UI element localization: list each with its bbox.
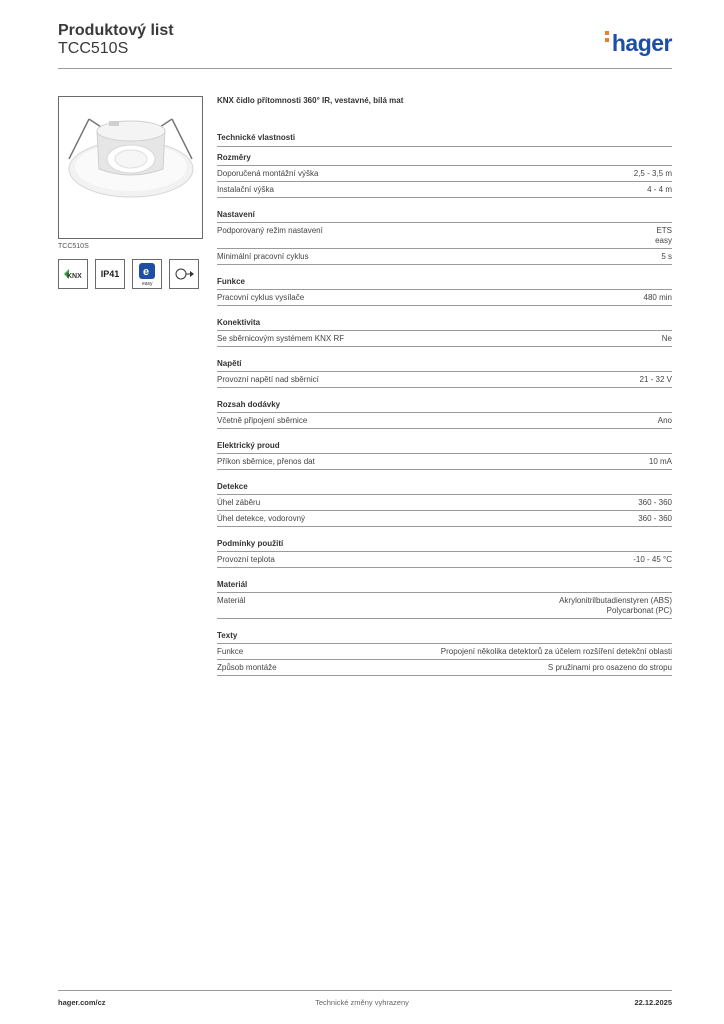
spec-row	[217, 660, 672, 676]
spec-value-line: 5 s	[661, 252, 672, 261]
spec-group	[217, 482, 672, 527]
footer-website-link[interactable]: hager.com/cz	[58, 998, 106, 1007]
spec-row	[217, 290, 672, 306]
spec-value-line: Polycarbonat (PC)	[606, 606, 672, 615]
spec-row	[217, 249, 672, 265]
spec-value-line: 2,5 - 3,5 m	[633, 169, 672, 178]
spec-value-line: ETS	[656, 226, 672, 235]
spec-group	[217, 318, 672, 347]
spec-group	[217, 400, 672, 429]
group-title: Nastavení	[217, 210, 672, 223]
spec-value-line: Ano	[657, 416, 672, 425]
spec-group	[217, 210, 672, 265]
spec-label: Provozní napětí nad sběrnicí	[217, 375, 319, 384]
spec-groups	[217, 153, 672, 676]
group-title: Texty	[217, 631, 672, 644]
spec-value	[638, 498, 672, 508]
spec-label: Se sběrnicovým systémem KNX RF	[217, 334, 345, 343]
sensor-symbol-icon	[169, 259, 199, 289]
ip41-label: IP41	[100, 269, 120, 279]
spec-panel	[217, 96, 672, 688]
spec-label: Způsob montáže	[217, 663, 277, 672]
spec-value	[548, 663, 672, 673]
group-title: Podmínky použití	[217, 539, 672, 552]
group-title: Napětí	[217, 359, 672, 372]
spec-value-line: 21 - 32 V	[639, 375, 672, 384]
section-title: Technické vlastnosti	[217, 133, 672, 147]
spec-value-line: 360 - 360	[638, 514, 672, 523]
spec-group	[217, 153, 672, 198]
spec-value-line: 360 - 360	[638, 498, 672, 507]
spec-value	[655, 226, 672, 246]
spec-row	[217, 552, 672, 568]
spec-label: Úhel záběru	[217, 498, 261, 507]
easy-label: easy	[142, 281, 153, 287]
spec-value-line: Propojení několika detektorů za účelem rozšíření detekční oblasti	[440, 647, 672, 656]
spec-group	[217, 631, 672, 676]
spec-label: Úhel detekce, vodorovný	[217, 514, 306, 523]
image-caption: TCC510S	[58, 243, 89, 250]
spec-row	[217, 223, 672, 249]
easy-icon	[132, 259, 162, 289]
group-title: Rozměry	[217, 153, 672, 166]
group-title: Detekce	[217, 482, 672, 495]
spec-label: Minimální pracovní cyklus	[217, 252, 309, 261]
spec-row	[217, 331, 672, 347]
spec-label: Funkce	[217, 647, 244, 656]
spec-row	[217, 644, 672, 660]
spec-row	[217, 511, 672, 527]
group-title: Konektivita	[217, 318, 672, 331]
spec-value-line: Ne	[661, 334, 672, 343]
product-image	[58, 96, 203, 239]
group-title: Materiál	[217, 580, 672, 593]
spec-value	[662, 334, 672, 344]
logo-text: hager	[611, 30, 672, 56]
svg-text:KNX: KNX	[67, 273, 82, 280]
spec-label: Příkon sběrnice, přenos dat	[217, 457, 315, 466]
spec-value	[647, 185, 672, 195]
spec-label: Včetně připojení sběrnice	[217, 416, 308, 425]
spec-label: Doporučená montážní výška	[217, 169, 319, 178]
hager-logo[interactable]	[605, 30, 672, 57]
spec-value	[634, 169, 672, 179]
spec-value-line: -10 - 45 °C	[633, 555, 672, 564]
spec-label: Provozní teplota	[217, 555, 275, 564]
spec-value-line: Akrylonitrilbutadienstyren (ABS)	[559, 596, 672, 605]
spec-row	[217, 593, 672, 619]
group-title: Rozsah dodávky	[217, 400, 672, 413]
group-title: Elektrický proud	[217, 441, 672, 454]
spec-value	[658, 416, 672, 426]
spec-value-line: 4 - 4 m	[647, 185, 672, 194]
group-title: Funkce	[217, 277, 672, 290]
spec-row	[217, 372, 672, 388]
footer-date: 22.12.2025	[634, 998, 672, 1007]
spec-value-line: 480 min	[643, 293, 672, 302]
spec-value	[559, 596, 672, 616]
spec-group	[217, 580, 672, 619]
spec-value	[638, 514, 672, 524]
product-code: TCC510S	[58, 40, 129, 57]
ip41-icon	[95, 259, 125, 289]
knx-icon	[58, 259, 88, 289]
spec-value	[661, 252, 672, 262]
svg-text:e: e	[143, 266, 150, 278]
spec-value	[644, 293, 672, 303]
spec-group	[217, 277, 672, 306]
product-title: KNX čidlo přítomnosti 360° IR, vestavné, bílá mat	[217, 96, 404, 105]
spec-row	[217, 166, 672, 182]
spec-row	[217, 413, 672, 429]
spec-row	[217, 495, 672, 511]
spec-value	[441, 647, 672, 657]
spec-value	[649, 457, 672, 467]
spec-label: Materiál	[217, 596, 246, 605]
spec-group	[217, 539, 672, 568]
logo-dots-icon	[605, 31, 610, 45]
spec-label: Instalační výška	[217, 185, 274, 194]
spec-value-line: 10 mA	[648, 457, 672, 466]
page-title: Produktový list	[58, 22, 174, 39]
spec-value	[640, 375, 672, 385]
spec-value-line: S pružinami pro osazeno do stropu	[547, 663, 672, 672]
spec-label: Pracovní cyklus vysílače	[217, 293, 305, 302]
spec-group	[217, 359, 672, 388]
spec-value-line: easy	[655, 236, 672, 245]
spec-row	[217, 454, 672, 470]
spec-group	[217, 441, 672, 470]
spec-value	[633, 555, 672, 565]
spec-row	[217, 182, 672, 198]
header-divider	[58, 68, 672, 69]
spec-label: Podporovaný režim nastavení	[217, 226, 323, 235]
certification-icons	[58, 259, 199, 289]
footer-note: Technické změny vyhrazeny	[315, 998, 409, 1007]
footer-divider	[58, 990, 672, 991]
